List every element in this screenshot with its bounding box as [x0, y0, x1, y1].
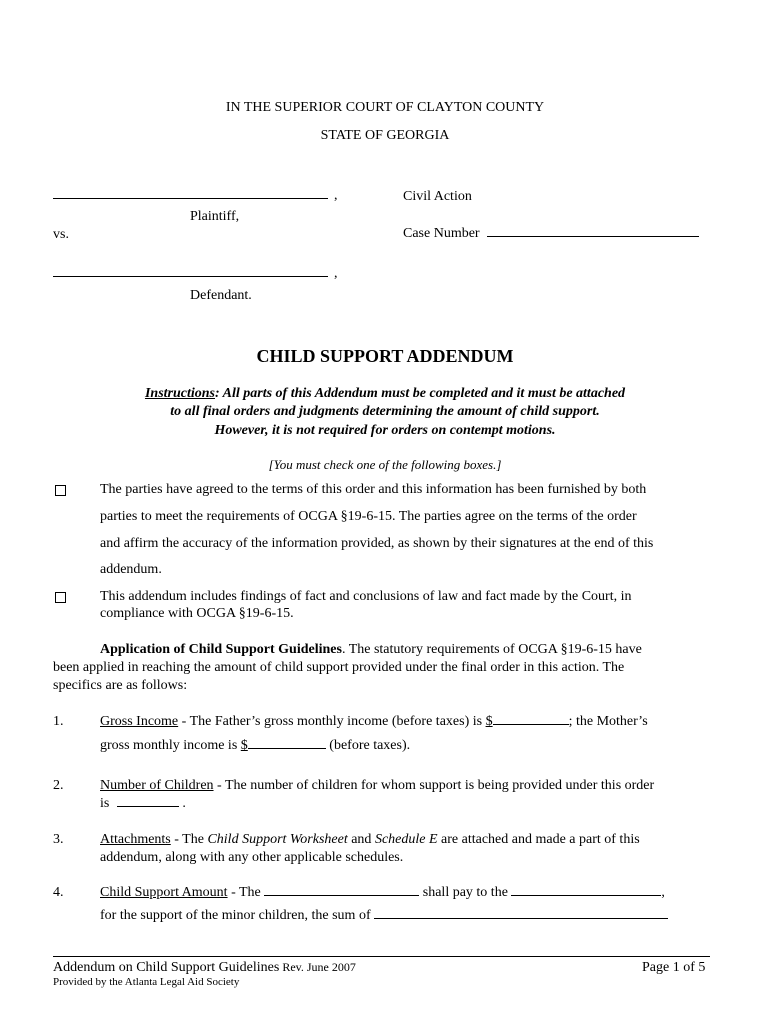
- item-3-text-a: - The: [170, 832, 208, 847]
- item-1-line-1: [100, 714, 648, 730]
- obligee-field[interactable]: [511, 894, 661, 896]
- father-income-field[interactable]: [493, 723, 569, 725]
- agreed-checkbox[interactable]: [55, 485, 66, 496]
- item-1-title: Gross Income: [100, 714, 179, 729]
- item-4-text-a: - The: [227, 885, 265, 900]
- item-2-number: 2.: [53, 778, 64, 793]
- item-2-text-b: is: [100, 796, 110, 811]
- father-income-dollar: $: [485, 714, 493, 729]
- civil-action-label: Civil Action: [403, 189, 472, 204]
- application-line-2: been applied in reaching the amount of child support provided under the final order in this action. The: [53, 660, 625, 675]
- plaintiff-blank-line[interactable]: [53, 197, 328, 199]
- option-1-line-1: The parties have agreed to the terms of this order and this information has been furnished by both: [100, 482, 647, 497]
- item-1-text-b: ; the Mother’s: [568, 714, 648, 729]
- worksheet-name: Child Support Worksheet: [207, 832, 348, 847]
- item-3-text-b: are attached and made a part of this: [437, 832, 640, 847]
- document-title: CHILD SUPPORT ADDENDUM: [256, 346, 514, 366]
- case-number-row: [403, 226, 699, 242]
- support-sum-field[interactable]: [374, 917, 668, 919]
- defendant-label: Defendant.: [190, 288, 252, 303]
- item-3-and: and: [347, 832, 375, 847]
- item-1-line-2: [100, 738, 410, 754]
- application-line-1: [100, 642, 642, 658]
- item-2-line-2: [100, 796, 186, 812]
- item-1-text-d: (before taxes).: [325, 738, 411, 753]
- number-of-children-field[interactable]: [117, 805, 179, 807]
- obligor-field[interactable]: [264, 894, 419, 896]
- footer-rule: [53, 956, 710, 957]
- court-findings-checkbox[interactable]: [55, 592, 66, 603]
- plaintiff-comma: ,: [334, 188, 338, 203]
- item-4-text-c: ,: [661, 885, 665, 900]
- item-4-number: 4.: [53, 885, 64, 900]
- check-note: [You must check one of the following boxes.]: [268, 457, 502, 472]
- application-text-1: . The statutory requirements of OCGA §19-6-15 have: [341, 642, 642, 657]
- footer-doc-name: Addendum on Child Support Guidelines: [53, 960, 280, 975]
- item-1-number: 1.: [53, 714, 64, 729]
- item-4-text-d: for the support of the minor children, the sum of: [100, 908, 375, 923]
- defendant-name-field[interactable]: [53, 266, 338, 282]
- option-1-line-4: addendum.: [100, 562, 162, 577]
- court-name: IN THE SUPERIOR COURT OF CLAYTON COUNTY: [225, 100, 545, 115]
- item-2-line-1: [100, 778, 654, 794]
- item-3-number: 3.: [53, 832, 64, 847]
- instructions-label: Instructions: [144, 386, 215, 401]
- plaintiff-label: Plaintiff,: [190, 209, 240, 224]
- page-number: Page 1 of 5: [642, 960, 706, 975]
- item-2-text-a: - The number of children for whom support is being provided under this order: [213, 778, 655, 793]
- instructions-line-1: [0, 386, 770, 402]
- mother-income-dollar: $: [240, 738, 248, 753]
- application-line-3: specifics are as follows:: [53, 678, 188, 693]
- item-4-line-2: [100, 908, 668, 924]
- item-4-title: Child Support Amount: [100, 885, 228, 900]
- defendant-comma: ,: [334, 266, 338, 281]
- instructions-line-2: to all final orders and judgments determining the amount of child support.: [170, 404, 600, 419]
- case-number-field[interactable]: [487, 235, 699, 237]
- application-heading: Application of Child Support Guidelines: [100, 642, 342, 657]
- instructions-text-1: : All parts of this Addendum must be completed and it must be attached: [215, 386, 626, 401]
- instructions-line-3: However, it is not required for orders on contempt motions.: [214, 423, 556, 438]
- item-2-title: Number of Children: [100, 778, 214, 793]
- schedule-name: Schedule E: [374, 832, 438, 847]
- item-2-text-c: .: [182, 796, 186, 811]
- footer-provider: Provided by the Atlanta Legal Aid Society: [53, 976, 240, 988]
- option-1-line-3: and affirm the accuracy of the information provided, as shown by their signatures at the end of this: [100, 536, 654, 551]
- item-3-line-2: addendum, along with any other applicable schedules.: [100, 850, 404, 865]
- defendant-blank-line[interactable]: [53, 275, 328, 277]
- item-3-line-1: [100, 832, 640, 848]
- item-3-title: Attachments: [100, 832, 171, 847]
- court-state: STATE OF GEORGIA: [320, 128, 450, 143]
- item-1-text-a: - The Father’s gross monthly income (before taxes) is: [178, 714, 486, 729]
- plaintiff-name-field[interactable]: [53, 188, 338, 204]
- option-2-line-1: This addendum includes findings of fact and conclusions of law and fact made by the Court, in: [100, 589, 632, 604]
- vs-label: vs.: [53, 227, 69, 242]
- footer-revision: Rev. June 2007: [279, 960, 356, 974]
- option-1-line-2: parties to meet the requirements of OCGA §19-6-15. The parties agree on the terms of the order: [100, 509, 637, 524]
- item-4-line-1: [100, 885, 665, 901]
- item-1-text-c: gross monthly income is: [100, 738, 241, 753]
- item-4-text-b: shall pay to the: [419, 885, 512, 900]
- footer-title: [53, 960, 356, 976]
- mother-income-field[interactable]: [248, 747, 326, 749]
- case-number-label: Case Number: [403, 226, 480, 241]
- option-2-line-2: compliance with OCGA §19-6-15.: [100, 606, 294, 621]
